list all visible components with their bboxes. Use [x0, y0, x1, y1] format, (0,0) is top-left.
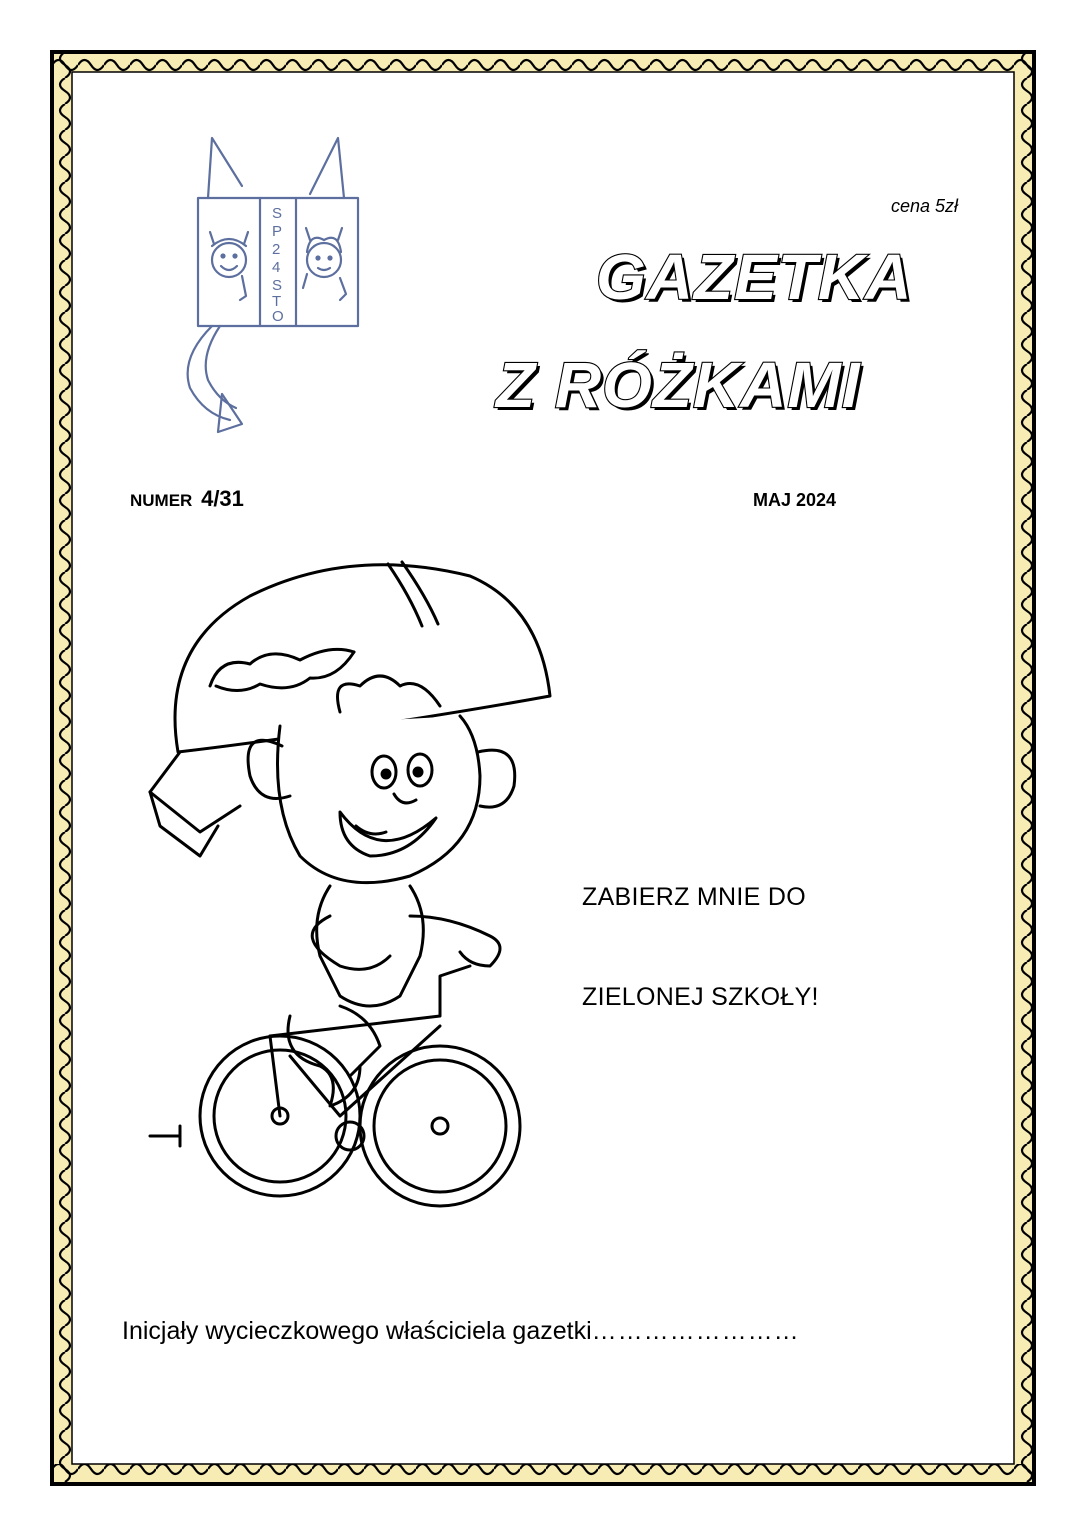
- logo-spine-letter: S: [272, 277, 283, 294]
- price-label: cena 5zł: [890, 196, 958, 216]
- logo-spine-letter: S: [272, 205, 283, 222]
- logo-spine-letter: 2: [272, 241, 281, 258]
- school-logo: [160, 128, 380, 458]
- slogan-line2: ZIELONEJ SZKOŁY!: [582, 983, 819, 1011]
- owner-initials-line: [122, 1317, 800, 1346]
- cyclist-illustration: [140, 556, 570, 1236]
- issue-date: MAJ 2024: [753, 490, 837, 510]
- slogan-line1: ZABIERZ MNIE DO: [582, 883, 806, 911]
- logo-spine-letter: P: [272, 223, 283, 240]
- owner-fill-in-dots: ……………………: [591, 1317, 800, 1345]
- issue-number-value: 4/31: [201, 486, 244, 511]
- masthead-title-line1: GAZETKA: [596, 241, 913, 313]
- issue-label: NUMER: [130, 491, 193, 510]
- owner-label: Inicjały wycieczkowego właściciela gazetki: [122, 1317, 592, 1345]
- issue-number: [130, 486, 244, 512]
- logo-spine-letter: T: [272, 293, 282, 310]
- logo-spine-letter: O: [272, 308, 284, 325]
- masthead-title-line2: Z RÓŻKAMI: [496, 349, 861, 421]
- logo-spine-letter: 4: [272, 259, 281, 276]
